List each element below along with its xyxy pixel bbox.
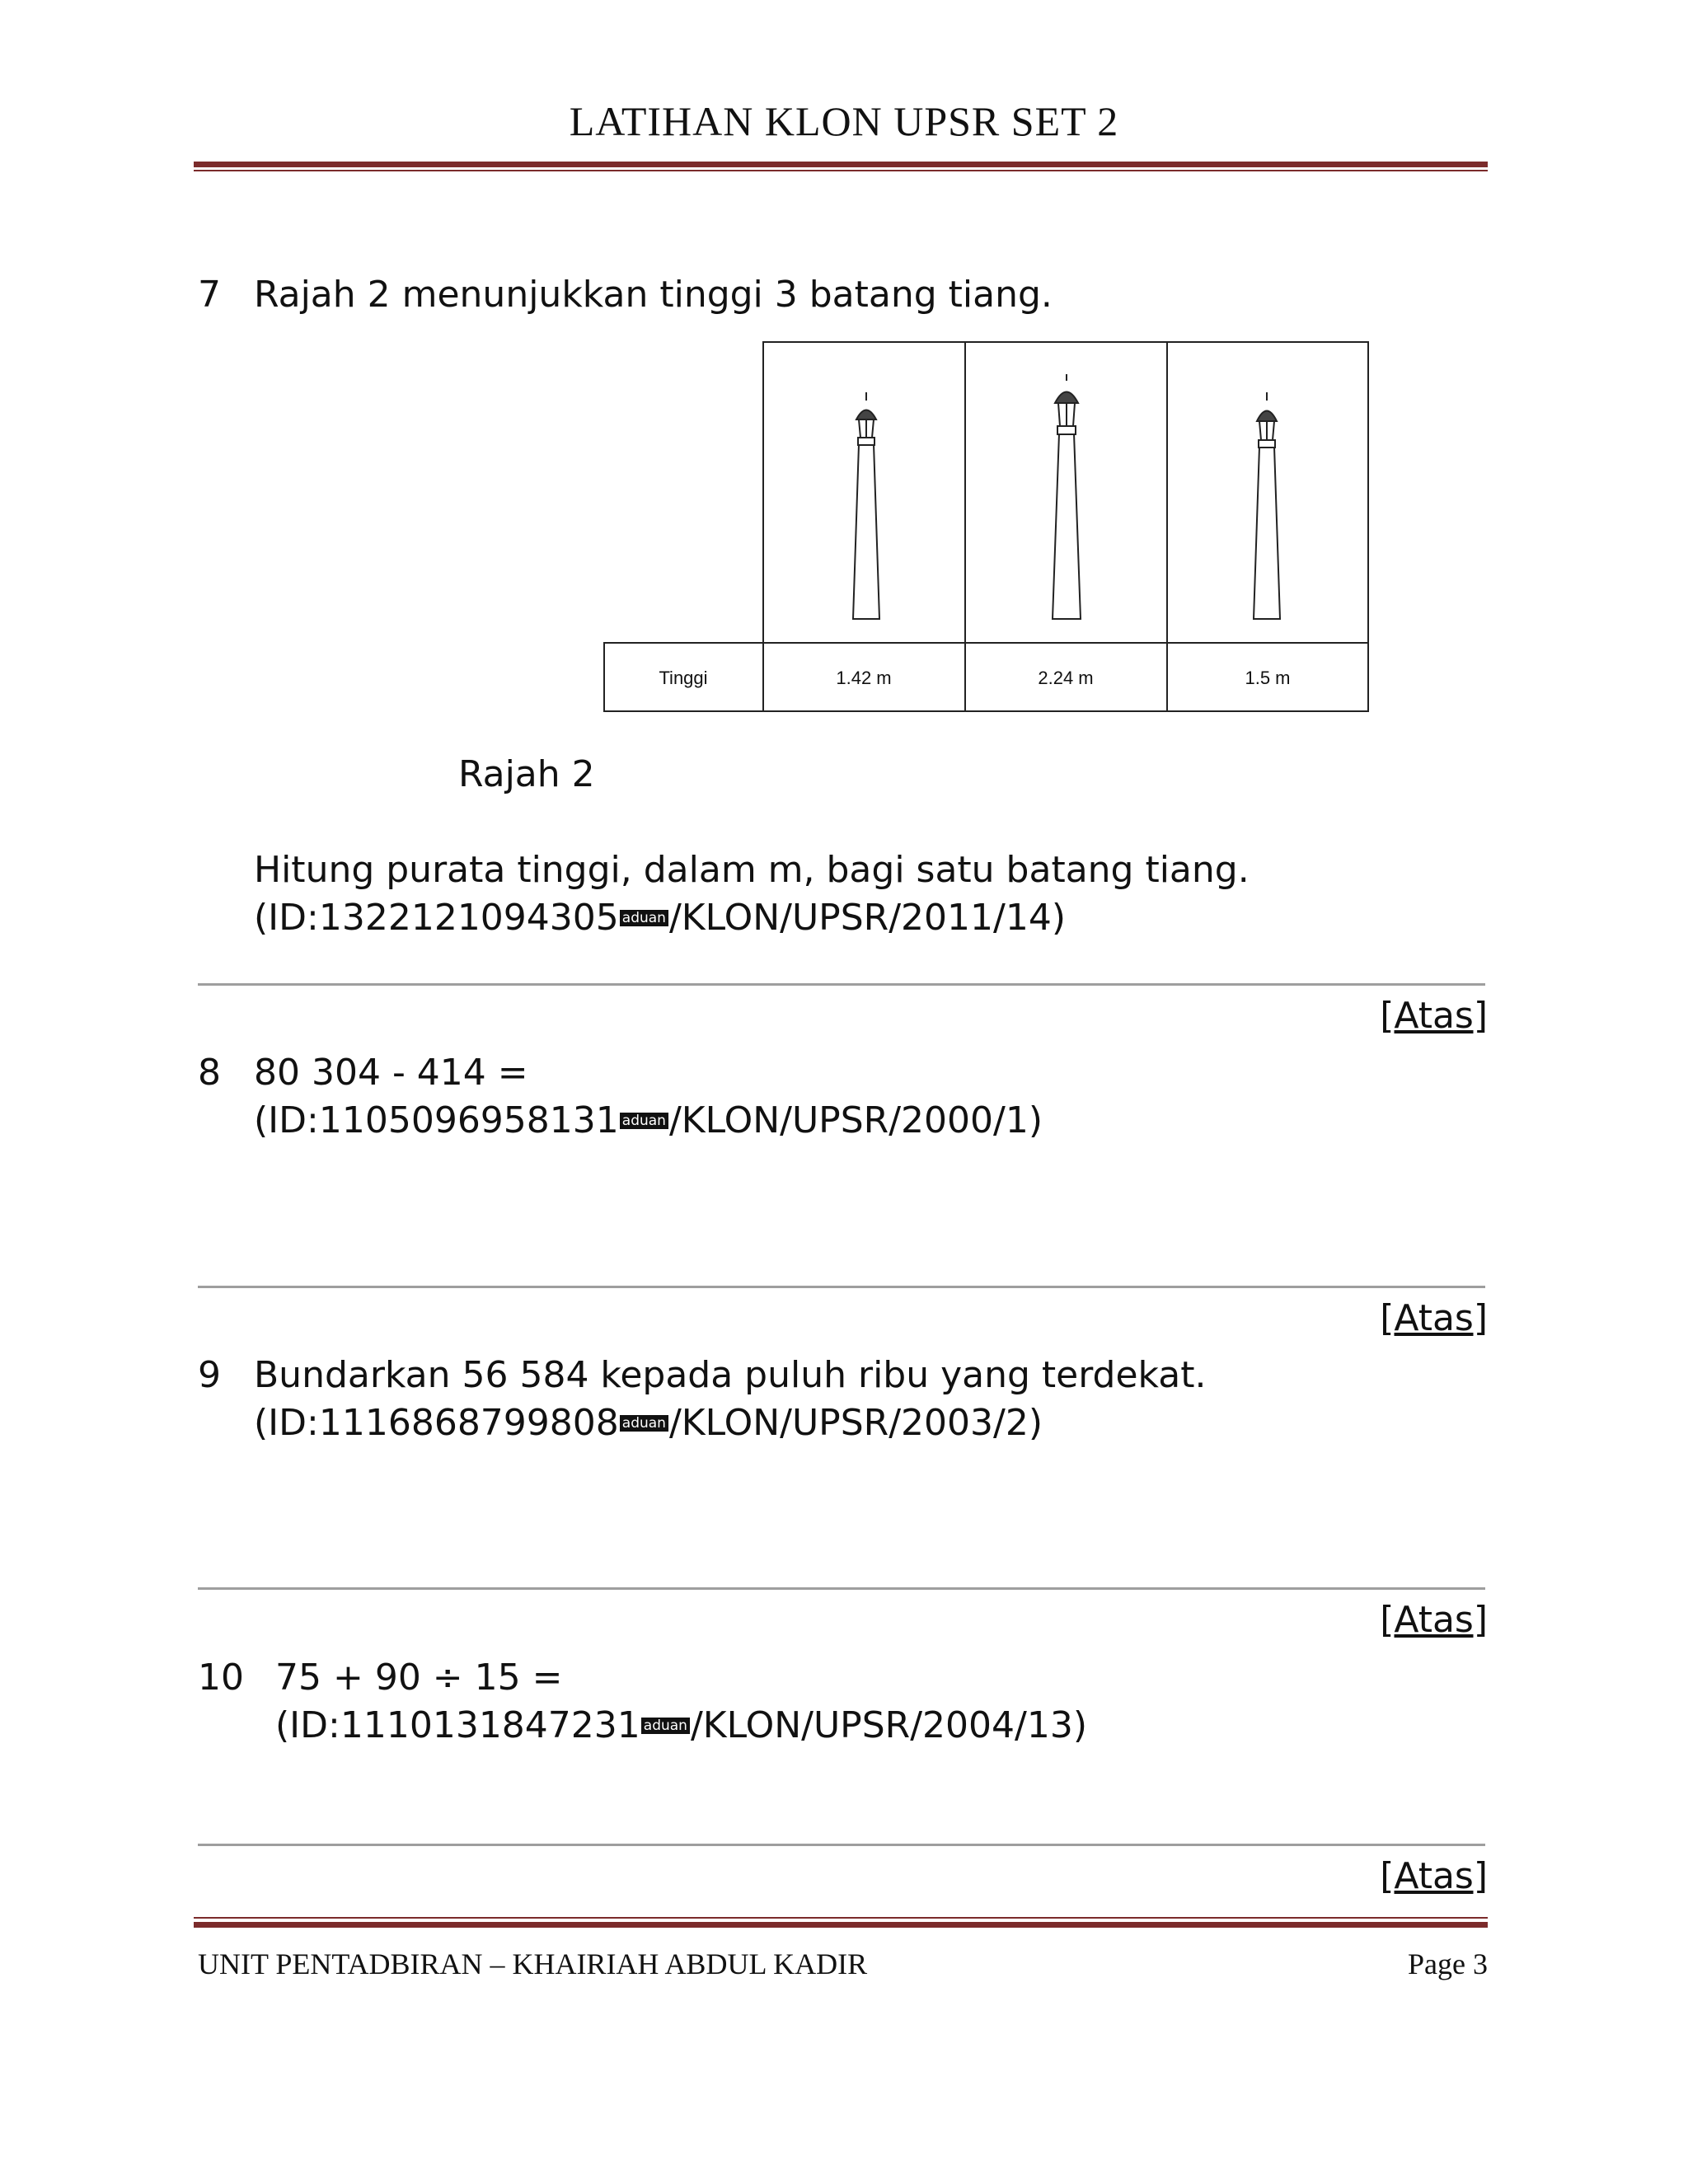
footer-page-number: Page 3 bbox=[1408, 1947, 1488, 1980]
footer-rule-thin bbox=[194, 1917, 1488, 1919]
aduan-badge[interactable]: aduan bbox=[620, 910, 668, 926]
question-10-text: 75 + 90 ÷ 15 = bbox=[275, 1657, 563, 1699]
footer-rule bbox=[194, 1922, 1488, 1928]
question-7-text: Rajah 2 menunjukkan tinggi 3 batang tiang. bbox=[254, 274, 1053, 316]
atas-link-7[interactable]: [Atas] bbox=[1380, 995, 1488, 1037]
question-8-id-prefix: (ID:1105096958131 bbox=[254, 1099, 619, 1141]
question-9-id-suffix: /KLON/UPSR/2003/2) bbox=[668, 1402, 1043, 1444]
question-7-id-prefix: (ID:1322121094305 bbox=[254, 897, 619, 939]
height-value-3: 1.5 m bbox=[1245, 668, 1291, 688]
question-9-id bbox=[254, 1402, 1043, 1444]
question-8-id-suffix: /KLON/UPSR/2000/1) bbox=[668, 1099, 1043, 1141]
separator-9 bbox=[198, 1587, 1485, 1590]
question-7-id-suffix: /KLON/UPSR/2011/14) bbox=[668, 897, 1066, 939]
aduan-badge[interactable]: aduan bbox=[641, 1718, 690, 1734]
atas-link-10[interactable]: [Atas] bbox=[1380, 1855, 1488, 1897]
header-rule bbox=[194, 162, 1488, 167]
question-10-id-suffix: /KLON/UPSR/2004/13) bbox=[690, 1704, 1087, 1746]
separator-10 bbox=[198, 1844, 1485, 1846]
question-7-id bbox=[254, 897, 1066, 939]
poles-table bbox=[603, 341, 1370, 712]
height-value-2: 2.24 m bbox=[1038, 668, 1094, 688]
question-8-text: 80 304 - 414 = bbox=[254, 1052, 528, 1094]
question-10-number: 10 bbox=[198, 1657, 244, 1699]
question-10-id bbox=[275, 1704, 1087, 1746]
lamp-pole-2 bbox=[1053, 374, 1081, 619]
footer-author: UNIT PENTADBIRAN – KHAIRIAH ABDUL KADIR bbox=[198, 1947, 868, 1980]
lamp-pole-1 bbox=[853, 392, 879, 619]
row-label-tinggi: Tinggi bbox=[659, 668, 708, 688]
question-7-prompt: Hitung purata tinggi, dalam m, bagi satu batang tiang. bbox=[254, 849, 1250, 891]
aduan-badge[interactable]: aduan bbox=[620, 1415, 668, 1432]
question-10-id-prefix: (ID:1110131847231 bbox=[275, 1704, 640, 1746]
height-value-1: 1.42 m bbox=[836, 668, 892, 688]
question-8-id bbox=[254, 1099, 1043, 1141]
atas-link-9[interactable]: [Atas] bbox=[1380, 1599, 1488, 1641]
question-9-text: Bundarkan 56 584 kepada puluh ribu yang terdekat. bbox=[254, 1354, 1207, 1396]
question-8-number: 8 bbox=[198, 1052, 221, 1094]
separator-8 bbox=[198, 1286, 1485, 1288]
question-9-id-prefix: (ID:1116868799808 bbox=[254, 1402, 619, 1444]
aduan-badge[interactable]: aduan bbox=[620, 1113, 668, 1129]
header-rule-thin bbox=[194, 170, 1488, 171]
figure-caption: Rajah 2 bbox=[458, 753, 595, 795]
page-header-title: LATIHAN KLON UPSR SET 2 bbox=[569, 98, 1119, 144]
atas-link-8[interactable]: [Atas] bbox=[1380, 1297, 1488, 1339]
separator-7 bbox=[198, 983, 1485, 986]
figure-rajah-2 bbox=[603, 341, 1370, 715]
question-7-number: 7 bbox=[198, 274, 221, 316]
question-9-number: 9 bbox=[198, 1354, 221, 1396]
lamp-pole-3 bbox=[1254, 392, 1280, 619]
